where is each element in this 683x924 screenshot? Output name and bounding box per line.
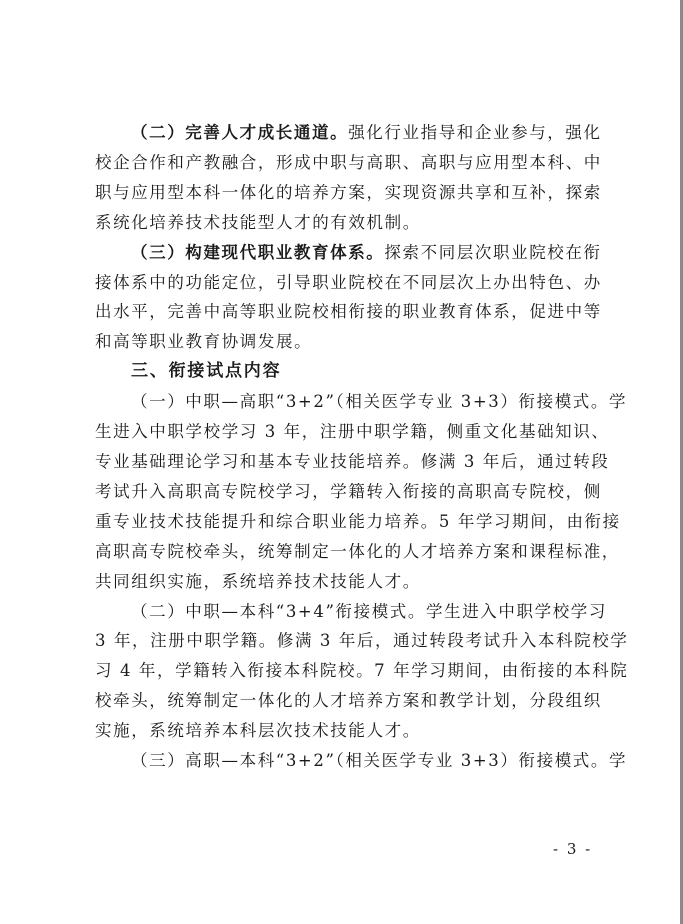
paragraph-line: 高职高专院校牵头，统筹制定一体化的人才培养方案和课程标准， xyxy=(95,541,620,561)
paragraph-line: 3 年，注册中职学籍。修满 3 年后，通过转段考试升入本科院校学 xyxy=(95,631,629,651)
paragraph-line: 出水平，完善中高等职业院校相衔接的职业教育体系，促进中等 xyxy=(95,302,602,322)
paragraph-line: 专业基础理论学习和基本专业技能培养。修满 3 年后，通过转段 xyxy=(95,451,610,471)
paragraph-line: 校牵头，统筹制定一体化的人才培养方案和教学计划，分段组织 xyxy=(95,691,602,711)
paragraph-secondary-higher-vocational xyxy=(95,387,628,596)
paragraph-higher-vocational-undergraduate xyxy=(95,746,628,776)
paragraph-line: 和高等职业教育协调发展。 xyxy=(95,332,313,352)
paragraph-line: 职与应用型本科一体化的培养方案，实现资源共享和互补，探索 xyxy=(95,182,602,202)
paragraph-lead: （三）构建现代职业教育体系。 xyxy=(131,242,385,262)
paragraph-build-vocational-system xyxy=(95,238,601,358)
section-heading: 三、衔接试点内容 xyxy=(131,361,282,382)
paragraph-line: 实施，系统培养本科层次技术技能人才。 xyxy=(95,721,421,741)
paragraph-line: 共同组织实施，系统培养技术技能人才。 xyxy=(95,571,421,591)
paragraph-secondary-undergraduate xyxy=(95,597,629,747)
paragraph-line: （一）中职—高职“3+2”（相关医学专业 3+3）衔接模式。学 xyxy=(131,392,628,412)
paragraph-line: （二）中职—本科“3+4”衔接模式。学生进入中职学校学习 xyxy=(131,601,607,621)
paragraph-text: 探索不同层次职业院校在衔 xyxy=(384,242,602,262)
paragraph-line: 系统化培养技术技能型人才的有效机制。 xyxy=(95,212,421,232)
paragraph-lead: （二）完善人才成长通道。 xyxy=(131,123,349,142)
paragraph-line: 接体系中的功能定位，引导职业院校在不同层次上办出特色、办 xyxy=(95,272,602,292)
paragraph-line: 考试升入高职高专院校学习，学籍转入衔接的高职高专院校，侧 xyxy=(95,481,602,501)
paragraph-improve-talent-growth xyxy=(95,118,601,238)
paragraph-line xyxy=(95,238,601,268)
paragraph-line: （三）高职—本科“3+2”（相关医学专业 3+3）衔接模式。学 xyxy=(131,751,628,771)
paragraph-line xyxy=(95,118,601,148)
paragraph-line: 校企合作和产教融合，形成中职与高职、高职与应用型本科、中 xyxy=(95,152,602,172)
paragraph-line: 重专业技术技能提升和综合职业能力培养。5 年学习期间，由衔接 xyxy=(95,511,621,531)
paragraph-line: 习 4 年，学籍转入衔接本科院校。7 年学习期间，由衔接的本科院 xyxy=(95,661,629,681)
paragraph-line: 生进入中职学校学习 3 年，注册中职学籍，侧重文化基础知识、 xyxy=(95,422,610,442)
page-number: - 3 - xyxy=(553,840,593,858)
document-body xyxy=(95,118,629,776)
paragraph-text: 强化行业指导和企业参与，强化 xyxy=(348,123,602,142)
